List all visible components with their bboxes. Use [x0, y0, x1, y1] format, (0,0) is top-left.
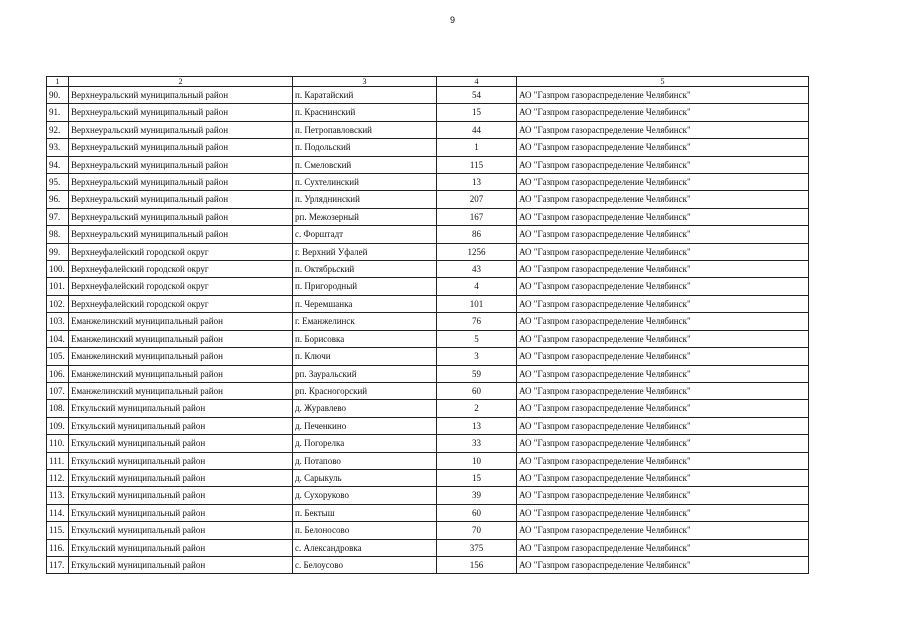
count-cell: 3 — [437, 348, 517, 365]
settlement-cell: п. Борисовка — [293, 330, 437, 347]
municipality-cell: Еткульский муниципальный район — [69, 522, 293, 539]
count-cell: 115 — [437, 156, 517, 173]
municipality-cell: Верхнеуральский муниципальный район — [69, 191, 293, 208]
organization-cell: АО "Газпром газораспределение Челябинск" — [517, 435, 809, 452]
organization-cell: АО "Газпром газораспределение Челябинск" — [517, 226, 809, 243]
table-row — [47, 539, 809, 556]
municipality-cell: Еманжелинский муниципальный район — [69, 365, 293, 382]
row-number: 104. — [47, 330, 69, 347]
organization-cell: АО "Газпром газораспределение Челябинск" — [517, 539, 809, 556]
count-cell: 60 — [437, 504, 517, 521]
settlement-cell: с. Александровка — [293, 539, 437, 556]
count-cell: 15 — [437, 469, 517, 486]
count-cell: 375 — [437, 539, 517, 556]
settlement-cell: п. Ключи — [293, 348, 437, 365]
row-number: 90. — [47, 87, 69, 104]
organization-cell: АО "Газпром газораспределение Челябинск" — [517, 348, 809, 365]
settlement-cell: п. Краснинский — [293, 104, 437, 121]
municipality-cell: Еткульский муниципальный район — [69, 539, 293, 556]
table-row — [47, 174, 809, 191]
page-number: 9 — [449, 15, 455, 25]
table-row — [47, 295, 809, 312]
column-header-2: 2 — [69, 77, 293, 87]
municipality-cell: Еткульский муниципальный район — [69, 435, 293, 452]
organization-cell: АО "Газпром газораспределение Челябинск" — [517, 522, 809, 539]
settlement-cell: п. Сухтелинский — [293, 174, 437, 191]
count-cell: 156 — [437, 556, 517, 573]
municipality-cell: Верхнеуфалейский городской округ — [69, 295, 293, 312]
organization-cell: АО "Газпром газораспределение Челябинск" — [517, 417, 809, 434]
row-number: 105. — [47, 348, 69, 365]
row-number: 108. — [47, 400, 69, 417]
row-number: 106. — [47, 365, 69, 382]
table-row — [47, 487, 809, 504]
organization-cell: АО "Газпром газораспределение Челябинск" — [517, 295, 809, 312]
table-row — [47, 156, 809, 173]
organization-cell: АО "Газпром газораспределение Челябинск" — [517, 556, 809, 573]
row-number: 102. — [47, 295, 69, 312]
settlement-cell: с. Белоусово — [293, 556, 437, 573]
settlement-cell: п. Подольский — [293, 139, 437, 156]
table-row — [47, 243, 809, 260]
count-cell: 54 — [437, 87, 517, 104]
count-cell: 86 — [437, 226, 517, 243]
organization-cell: АО "Газпром газораспределение Челябинск" — [517, 330, 809, 347]
row-number: 100. — [47, 261, 69, 278]
row-number: 103. — [47, 313, 69, 330]
municipality-cell: Еманжелинский муниципальный район — [69, 348, 293, 365]
table-row — [47, 469, 809, 486]
count-cell: 43 — [437, 261, 517, 278]
municipality-cell: Верхнеуральский муниципальный район — [69, 121, 293, 138]
municipality-cell: Еманжелинский муниципальный район — [69, 382, 293, 399]
row-number: 111. — [47, 452, 69, 469]
table-row — [47, 191, 809, 208]
settlement-cell: п. Пригородный — [293, 278, 437, 295]
count-cell: 207 — [437, 191, 517, 208]
row-number: 92. — [47, 121, 69, 138]
settlement-cell: г. Верхний Уфалей — [293, 243, 437, 260]
municipality-cell: Еткульский муниципальный район — [69, 504, 293, 521]
organization-cell: АО "Газпром газораспределение Челябинск" — [517, 156, 809, 173]
row-number: 107. — [47, 382, 69, 399]
organization-cell: АО "Газпром газораспределение Челябинск" — [517, 243, 809, 260]
row-number: 91. — [47, 104, 69, 121]
row-number: 96. — [47, 191, 69, 208]
table-row — [47, 226, 809, 243]
column-header-1: 1 — [47, 77, 69, 87]
municipality-cell: Еткульский муниципальный район — [69, 469, 293, 486]
table-row — [47, 504, 809, 521]
organization-cell: АО "Газпром газораспределение Челябинск" — [517, 400, 809, 417]
count-cell: 60 — [437, 382, 517, 399]
table-row — [47, 139, 809, 156]
count-cell: 10 — [437, 452, 517, 469]
table-row — [47, 104, 809, 121]
row-number: 99. — [47, 243, 69, 260]
settlement-cell: п. Петропавловский — [293, 121, 437, 138]
municipality-cell: Еткульский муниципальный район — [69, 487, 293, 504]
settlement-cell: д. Сухоруково — [293, 487, 437, 504]
table-header — [47, 77, 809, 87]
count-cell: 70 — [437, 522, 517, 539]
table-row — [47, 121, 809, 138]
header-row — [47, 77, 809, 87]
column-header-5: 5 — [517, 77, 809, 87]
count-cell: 1 — [437, 139, 517, 156]
settlement-cell: п. Каратайский — [293, 87, 437, 104]
table-row — [47, 435, 809, 452]
municipality-cell: Еткульский муниципальный район — [69, 417, 293, 434]
table-row — [47, 365, 809, 382]
municipality-cell: Верхнеуральский муниципальный район — [69, 139, 293, 156]
settlement-cell: п. Черемшанка — [293, 295, 437, 312]
settlement-cell: д. Потапово — [293, 452, 437, 469]
table-row — [47, 417, 809, 434]
settlement-cell: рп. Красногорский — [293, 382, 437, 399]
row-number: 112. — [47, 469, 69, 486]
table-row — [47, 261, 809, 278]
organization-cell: АО "Газпром газораспределение Челябинск" — [517, 104, 809, 121]
gas-distribution-table — [46, 76, 809, 574]
row-number: 101. — [47, 278, 69, 295]
settlement-cell: п. Белоносово — [293, 522, 437, 539]
row-number: 115. — [47, 522, 69, 539]
municipality-cell: Верхнеуральский муниципальный район — [69, 208, 293, 225]
table-row — [47, 348, 809, 365]
row-number: 94. — [47, 156, 69, 173]
table-row — [47, 452, 809, 469]
municipality-cell: Еткульский муниципальный район — [69, 400, 293, 417]
settlement-cell: рп. Зауральский — [293, 365, 437, 382]
table-row — [47, 400, 809, 417]
organization-cell: АО "Газпром газораспределение Челябинск" — [517, 365, 809, 382]
organization-cell: АО "Газпром газораспределение Челябинск" — [517, 504, 809, 521]
organization-cell: АО "Газпром газораспределение Челябинск" — [517, 208, 809, 225]
table-row — [47, 87, 809, 104]
organization-cell: АО "Газпром газораспределение Челябинск" — [517, 469, 809, 486]
settlement-cell: с. Форштадт — [293, 226, 437, 243]
row-number: 114. — [47, 504, 69, 521]
count-cell: 33 — [437, 435, 517, 452]
organization-cell: АО "Газпром газораспределение Челябинск" — [517, 87, 809, 104]
count-cell: 5 — [437, 330, 517, 347]
count-cell: 39 — [437, 487, 517, 504]
organization-cell: АО "Газпром газораспределение Челябинск" — [517, 174, 809, 191]
table-row — [47, 382, 809, 399]
settlement-cell: д. Сарыкуль — [293, 469, 437, 486]
count-cell: 59 — [437, 365, 517, 382]
organization-cell: АО "Газпром газораспределение Челябинск" — [517, 452, 809, 469]
municipality-cell: Еткульский муниципальный район — [69, 452, 293, 469]
count-cell: 2 — [437, 400, 517, 417]
settlement-cell: п. Урляднинский — [293, 191, 437, 208]
table-body — [47, 87, 809, 574]
table-row — [47, 556, 809, 573]
organization-cell: АО "Газпром газораспределение Челябинск" — [517, 487, 809, 504]
settlement-cell: г. Еманжелинск — [293, 313, 437, 330]
municipality-cell: Верхнеуральский муниципальный район — [69, 156, 293, 173]
count-cell: 4 — [437, 278, 517, 295]
row-number: 95. — [47, 174, 69, 191]
count-cell: 76 — [437, 313, 517, 330]
count-cell: 101 — [437, 295, 517, 312]
count-cell: 44 — [437, 121, 517, 138]
settlement-cell: п. Октябрьский — [293, 261, 437, 278]
row-number: 113. — [47, 487, 69, 504]
count-cell: 15 — [437, 104, 517, 121]
column-header-4: 4 — [437, 77, 517, 87]
settlement-cell: д. Погорелка — [293, 435, 437, 452]
row-number: 98. — [47, 226, 69, 243]
settlement-cell: д. Журавлево — [293, 400, 437, 417]
row-number: 116. — [47, 539, 69, 556]
organization-cell: АО "Газпром газораспределение Челябинск" — [517, 121, 809, 138]
settlement-cell: п. Бектыш — [293, 504, 437, 521]
organization-cell: АО "Газпром газораспределение Челябинск" — [517, 313, 809, 330]
table-row — [47, 522, 809, 539]
organization-cell: АО "Газпром газораспределение Челябинск" — [517, 382, 809, 399]
municipality-cell: Верхнеуральский муниципальный район — [69, 104, 293, 121]
row-number: 93. — [47, 139, 69, 156]
organization-cell: АО "Газпром газораспределение Челябинск" — [517, 261, 809, 278]
municipality-cell: Верхнеуральский муниципальный район — [69, 174, 293, 191]
organization-cell: АО "Газпром газораспределение Челябинск" — [517, 191, 809, 208]
row-number: 109. — [47, 417, 69, 434]
table-row — [47, 313, 809, 330]
row-number: 97. — [47, 208, 69, 225]
organization-cell: АО "Газпром газораспределение Челябинск" — [517, 278, 809, 295]
settlement-cell: п. Смеловский — [293, 156, 437, 173]
table-row — [47, 208, 809, 225]
municipality-cell: Верхнеуфалейский городской округ — [69, 278, 293, 295]
table-row — [47, 278, 809, 295]
settlement-cell: д. Печенкино — [293, 417, 437, 434]
settlement-cell: рп. Межозерный — [293, 208, 437, 225]
count-cell: 1256 — [437, 243, 517, 260]
municipality-cell: Верхнеуфалейский городской округ — [69, 261, 293, 278]
municipality-cell: Еманжелинский муниципальный район — [69, 330, 293, 347]
row-number: 110. — [47, 435, 69, 452]
municipality-cell: Еткульский муниципальный район — [69, 556, 293, 573]
count-cell: 13 — [437, 417, 517, 434]
organization-cell: АО "Газпром газораспределение Челябинск" — [517, 139, 809, 156]
count-cell: 13 — [437, 174, 517, 191]
row-number: 117. — [47, 556, 69, 573]
municipality-cell: Верхнеуральский муниципальный район — [69, 226, 293, 243]
column-header-3: 3 — [293, 77, 437, 87]
municipality-cell: Еманжелинский муниципальный район — [69, 313, 293, 330]
municipality-cell: Верхнеуфалейский городской округ — [69, 243, 293, 260]
table-row — [47, 330, 809, 347]
municipality-cell: Верхнеуральский муниципальный район — [69, 87, 293, 104]
count-cell: 167 — [437, 208, 517, 225]
